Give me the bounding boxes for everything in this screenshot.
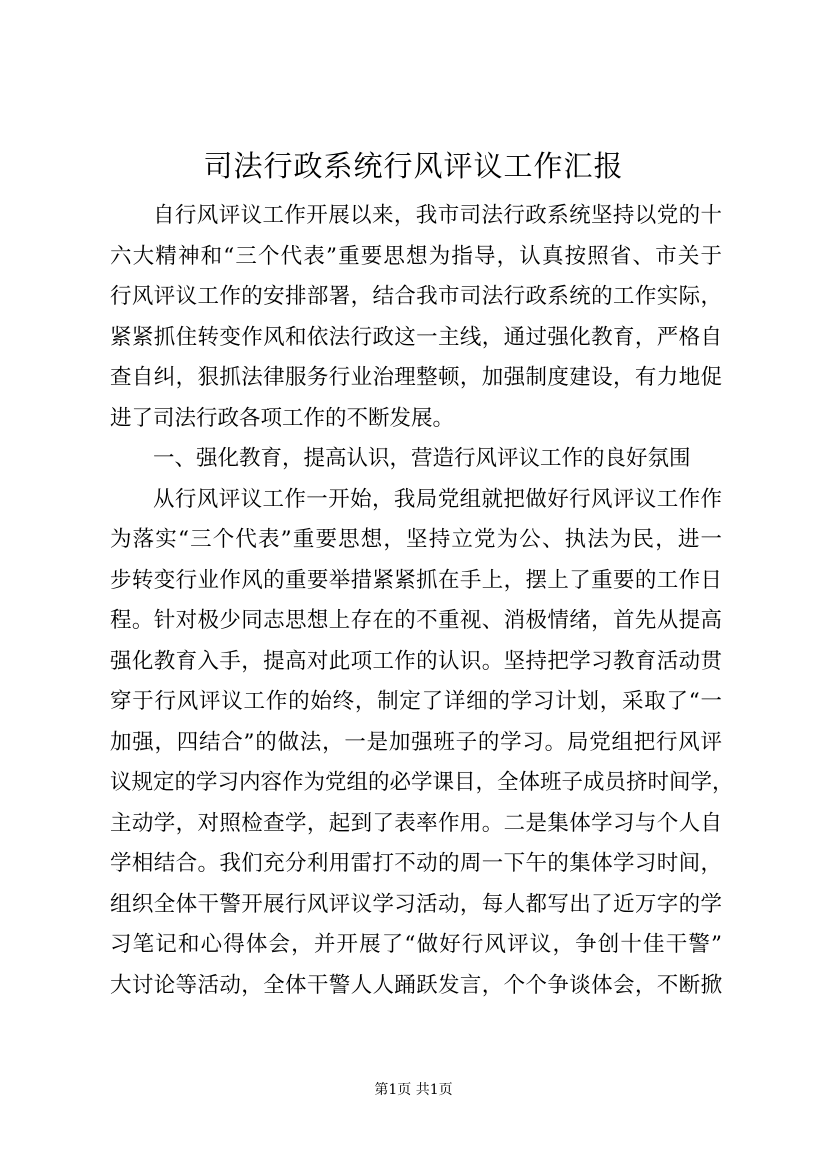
text-line: 议规定的学习内容作为党组的必学课目，全体班子成员挤时间学， (110, 770, 734, 795)
text-line: 为落实“三个代表”重要思想，坚持立党为公、执法为民，进一 (110, 527, 722, 552)
text-line: 六大精神和“三个代表”重要思想为指导，认真按照省、市关于 (110, 243, 722, 269)
text-line: 学相结合。我们充分利用雷打不动的周一下午的集体学习时间， (110, 851, 722, 876)
text-line: 穿于行风评议工作的始终，制定了详细的学习计划，采取了“一 (110, 689, 722, 714)
paragraph-section1 (110, 480, 734, 1007)
text-line: 紧紧抓住转变作风和依法行政这一主线，通过强化教育，严格自 (110, 324, 722, 350)
section-heading-1 (110, 439, 722, 480)
text-line: 行风评议工作的安排部署，结合我市司法行政系统的工作实际， (110, 284, 722, 309)
text-line: 主动学，对照检查学，起到了表率作用。二是集体学习与个人自 (110, 810, 722, 836)
text-line: 加强，四结合”的做法，一是加强班子的学习。局党组把行风评 (110, 729, 722, 755)
text-line: 组织全体干警开展行风评议学习活动，每人都写出了近万字的学 (110, 891, 722, 917)
text-line: 程。针对极少同志思想上存在的不重视、消极情绪，首先从提高 (110, 608, 722, 633)
text-line: 查自纠，狠抓法律服务行业治理整顿，加强制度建设，有力地促 (110, 365, 722, 390)
text-line: 从行风评议工作一开始，我局党组就把做好行风评议工作作 (153, 486, 722, 512)
section-heading-text: 一、强化教育，提高认识，营造行风评议工作的良好氛围 (153, 446, 691, 471)
text-line: 习笔记和心得体会，并开展了“做好行风评议，争创十佳干警” (110, 932, 722, 957)
text-line: 自行风评议工作开展以来，我市司法行政系统坚持以党的十 (153, 203, 722, 228)
paragraph-intro (110, 196, 722, 439)
text-line: 大讨论等活动，全体干警人人踊跃发言，个个争谈体会，不断掀 (110, 972, 722, 998)
document-body (110, 196, 734, 1006)
page-footer: 第1页 共1页 (374, 1082, 453, 1098)
document-title: 司法行政系统行风评议工作汇报 (203, 149, 624, 183)
text-line: 进了司法行政各项工作的不断发展。 (110, 405, 455, 431)
text-line: 步转变行业作风的重要举措紧紧抓在手上，摆上了重要的工作日 (110, 567, 722, 593)
text-line: 强化教育入手，提高对此项工作的认识。坚持把学习教育活动贯 (110, 648, 722, 674)
